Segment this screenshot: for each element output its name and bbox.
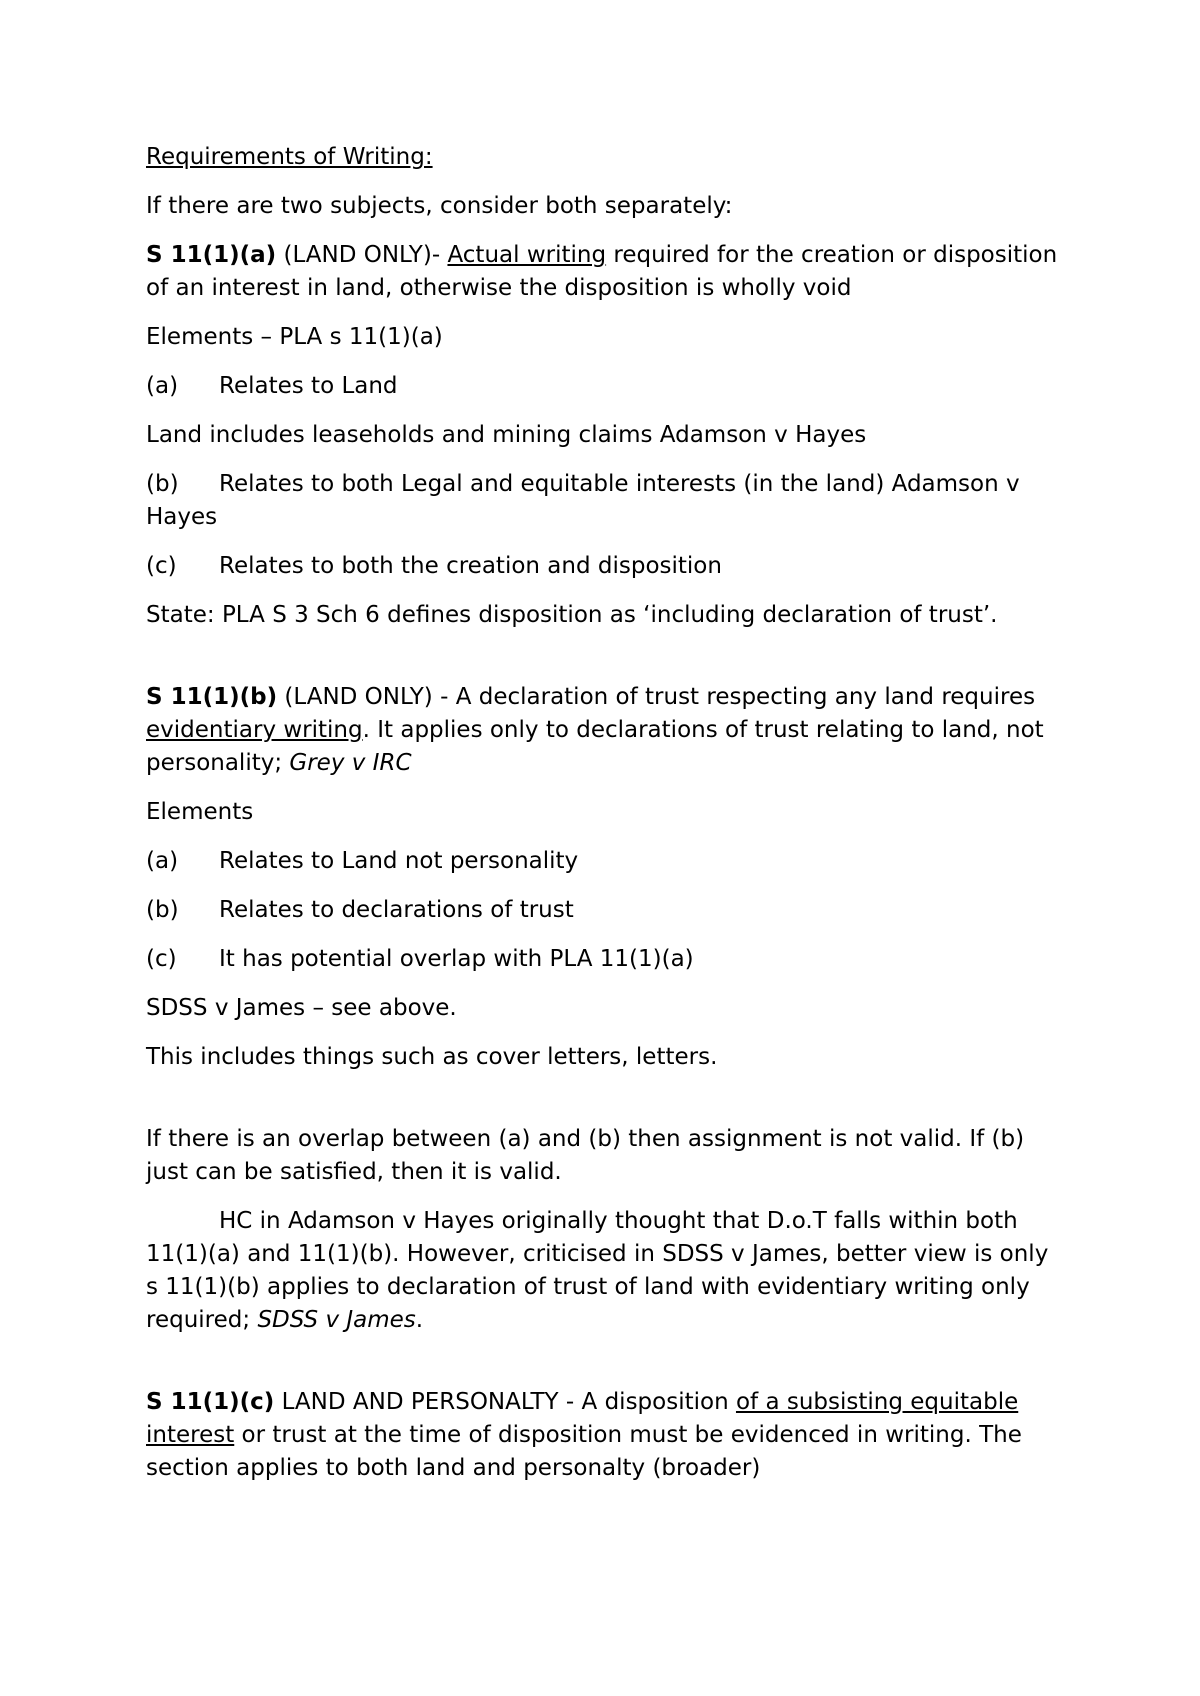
s11a-item-b (146, 468, 1066, 534)
s11b-elements-title: Elements (146, 799, 254, 825)
s11c-key-term: of a subsisting equitable interest (146, 1389, 1019, 1448)
s11c-rest: or trust at the time of disposition must be evidenced in writing. The section applies to both land and personalty (broader) (146, 1422, 1022, 1481)
s11a-item-c (146, 550, 1066, 583)
s11a-item-a-text: Relates to Land (219, 373, 398, 399)
s11b-item-a-text: Relates to Land not personality (219, 848, 579, 874)
overlap-paragraph: If there is an overlap between (a) and (b) then assignment is not valid. If (b) just can be satisfied, then it is valid. (146, 1126, 1025, 1185)
s11a-section: S 11(1)(a) (146, 242, 277, 268)
s11a-elements-title: Elements – PLA s 11(1)(a) (146, 324, 443, 350)
s11a-item-b-label: (b) (146, 471, 179, 497)
s11a-item-c-label: (c) (146, 553, 177, 579)
adamson-text: HC in Adamson v Hayes originally thought that D.o.T falls within both 11(1)(a) and 11(1)(b). However, criticised in SDSS v James, better view is only s 11(1)(b) applies to declaration of trust of land with evidentiary writing only required; (146, 1208, 1049, 1333)
adamson-paragraph (146, 1205, 1066, 1337)
s11b-item-b (146, 894, 1066, 927)
s11b-see-above: SDSS v James – see above. (146, 995, 457, 1021)
adamson-end: . (415, 1307, 424, 1333)
adamson-case: SDSS v James (257, 1307, 416, 1333)
s11a-paragraph (146, 239, 1066, 305)
s11b-paragraph (146, 681, 1066, 780)
s11b-includes: This includes things such as cover letters, letters. (146, 1044, 718, 1070)
heading-text: Requirements of Writing: (146, 144, 433, 170)
document-page (146, 141, 1066, 1501)
s11a-rest: required for the creation or disposition of an interest in land, otherwise the disposition is wholly void (146, 242, 1058, 301)
s11b-item-c (146, 943, 1066, 976)
s11b-item-c-text: It has potential overlap with PLA 11(1)(a) (219, 946, 694, 972)
s11b-key-term: evidentiary writing (146, 717, 363, 743)
s11a-key-term: Actual writing (447, 242, 607, 268)
s11c-scope: LAND AND PERSONALTY - A disposition (274, 1389, 736, 1415)
s11b-case: Grey v IRC (289, 750, 412, 776)
s11b-item-a-label: (a) (146, 848, 179, 874)
s11b-item-a (146, 845, 1066, 878)
s11a-land-note: Land includes leaseholds and mining claims Adamson v Hayes (146, 422, 867, 448)
s11a-scope: (LAND ONLY)- (276, 242, 448, 268)
s11a-item-c-text: Relates to both the creation and disposition (219, 553, 722, 579)
s11b-item-b-text: Relates to declarations of trust (219, 897, 574, 923)
s11b-rest: . It applies only to declarations of trust relating to land, not personality; (146, 717, 1044, 776)
s11a-item-a (146, 370, 1066, 403)
page-heading (146, 141, 1066, 174)
s11b-item-b-label: (b) (146, 897, 179, 923)
s11a-item-b-text: Relates to both Legal and equitable interests (in the land) Adamson v Hayes (146, 471, 1020, 530)
s11b-item-c-label: (c) (146, 946, 177, 972)
s11b-section: S 11(1)(b) (146, 684, 278, 710)
intro-paragraph: If there are two subjects, consider both separately: (146, 193, 733, 219)
s11a-state: State: PLA S 3 Sch 6 defines disposition as ‘including declaration of trust’. (146, 602, 998, 628)
s11b-scope: (LAND ONLY) - A declaration of trust respecting any land requires (277, 684, 1036, 710)
s11c-section: S 11(1)(c) (146, 1389, 275, 1415)
s11a-item-a-label: (a) (146, 373, 179, 399)
s11c-paragraph (146, 1386, 1066, 1485)
